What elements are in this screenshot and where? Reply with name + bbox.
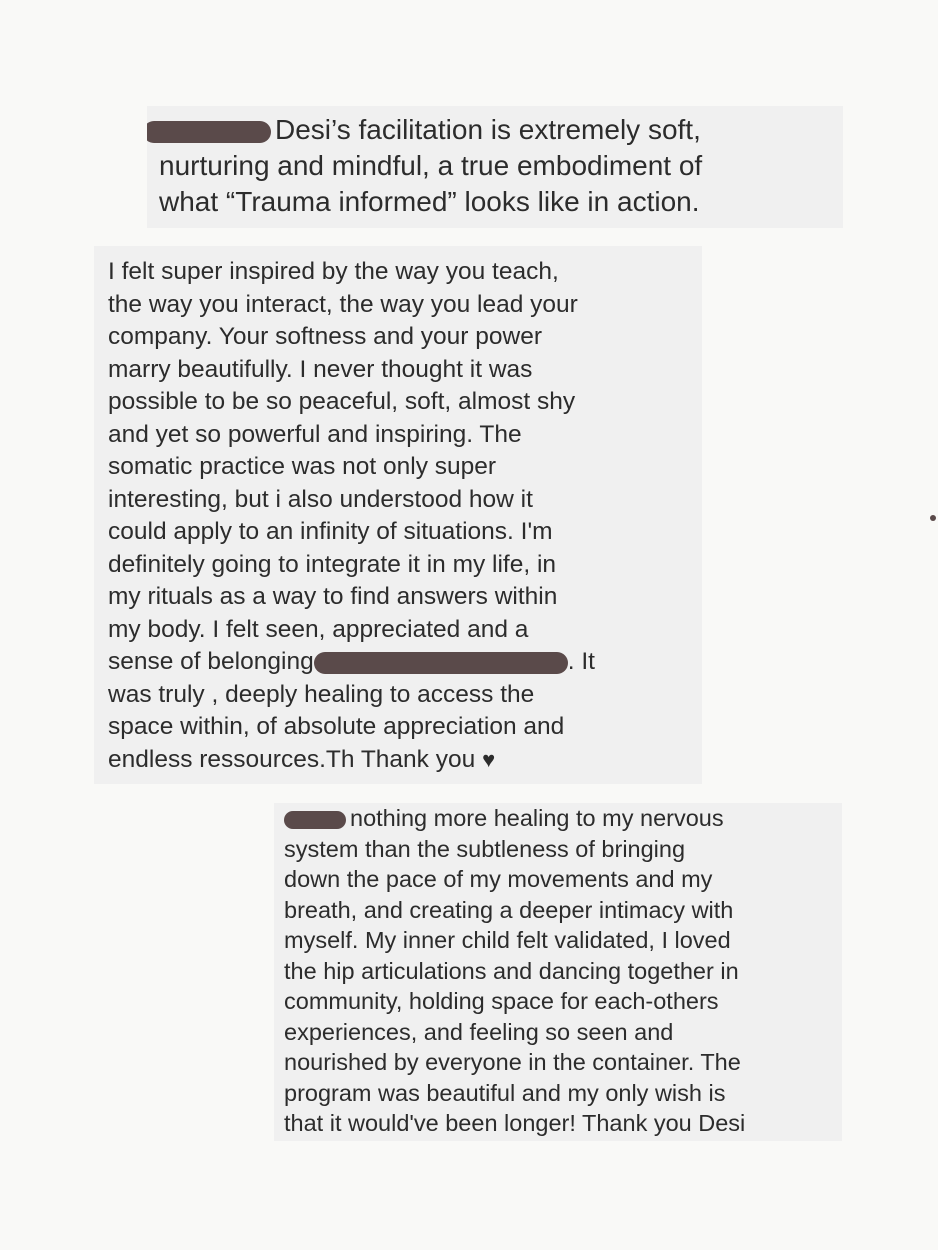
text-line: nourished by everyone in the container. The (284, 1049, 741, 1075)
text-line: and yet so powerful and inspiring. The (108, 420, 522, 448)
text-line: myself. My inner child felt validated, I loved (284, 927, 731, 953)
testimonial-bubble-1 (147, 106, 843, 228)
text-line: program was beautiful and my only wish is (284, 1079, 726, 1106)
text-line: sense of belonging . It (108, 648, 595, 675)
text-line: experiences, and feeling so seen and (284, 1018, 674, 1045)
text-line: endless ressources.Th Thank you ♥ (108, 745, 496, 773)
text-line: somatic practice was not only super (108, 453, 497, 480)
redaction-mark (314, 652, 568, 674)
text-line: was truly , deeply healing to access the (108, 680, 535, 708)
text-line: what “Trauma informed” looks like in action. (159, 186, 700, 217)
text-line: company. Your softness and your power (108, 323, 543, 350)
text-line: definitely going to integrate it in my life, in (108, 550, 557, 578)
text-line: could apply to an infinity of situations. I'm (108, 518, 553, 545)
text-line: interesting, but i also understood how it (108, 485, 533, 513)
redaction-mark (284, 811, 346, 829)
heart-icon: ♥ (482, 746, 496, 772)
text-line: community, holding space for each-others (284, 988, 719, 1014)
text-line: I felt super inspired by the way you teach, (108, 258, 559, 285)
text-line: down the pace of my movements and my (284, 866, 713, 892)
text-line: space within, of absolute appreciation and (108, 713, 565, 740)
testimonial-bubble-3 (274, 803, 842, 1141)
text-line: nothing more healing to my nervous (284, 803, 842, 834)
redaction-mark (147, 121, 271, 143)
text-line: the hip articulations and dancing together in (284, 957, 739, 984)
text-line: Desi’s facilitation is extremely soft, (159, 112, 843, 148)
text-line: that it would've been longer! Thank you Desi (284, 1110, 746, 1136)
stray-dot (930, 515, 936, 521)
text-line: marry beautifully. I never thought it was (108, 355, 533, 383)
testimonial-bubble-2 (94, 246, 702, 784)
text-line: my rituals as a way to find answers within (108, 583, 558, 610)
text-line: my body. I felt seen, appreciated and a (108, 615, 529, 643)
text-line: the way you interact, the way you lead your (108, 290, 578, 318)
text-line: breath, and creating a deeper intimacy with (284, 896, 734, 923)
text-line: nurturing and mindful, a true embodiment of (159, 150, 703, 181)
text-line: possible to be so peaceful, soft, almost shy (108, 388, 576, 415)
text-line: system than the subtleness of bringing (284, 835, 686, 862)
